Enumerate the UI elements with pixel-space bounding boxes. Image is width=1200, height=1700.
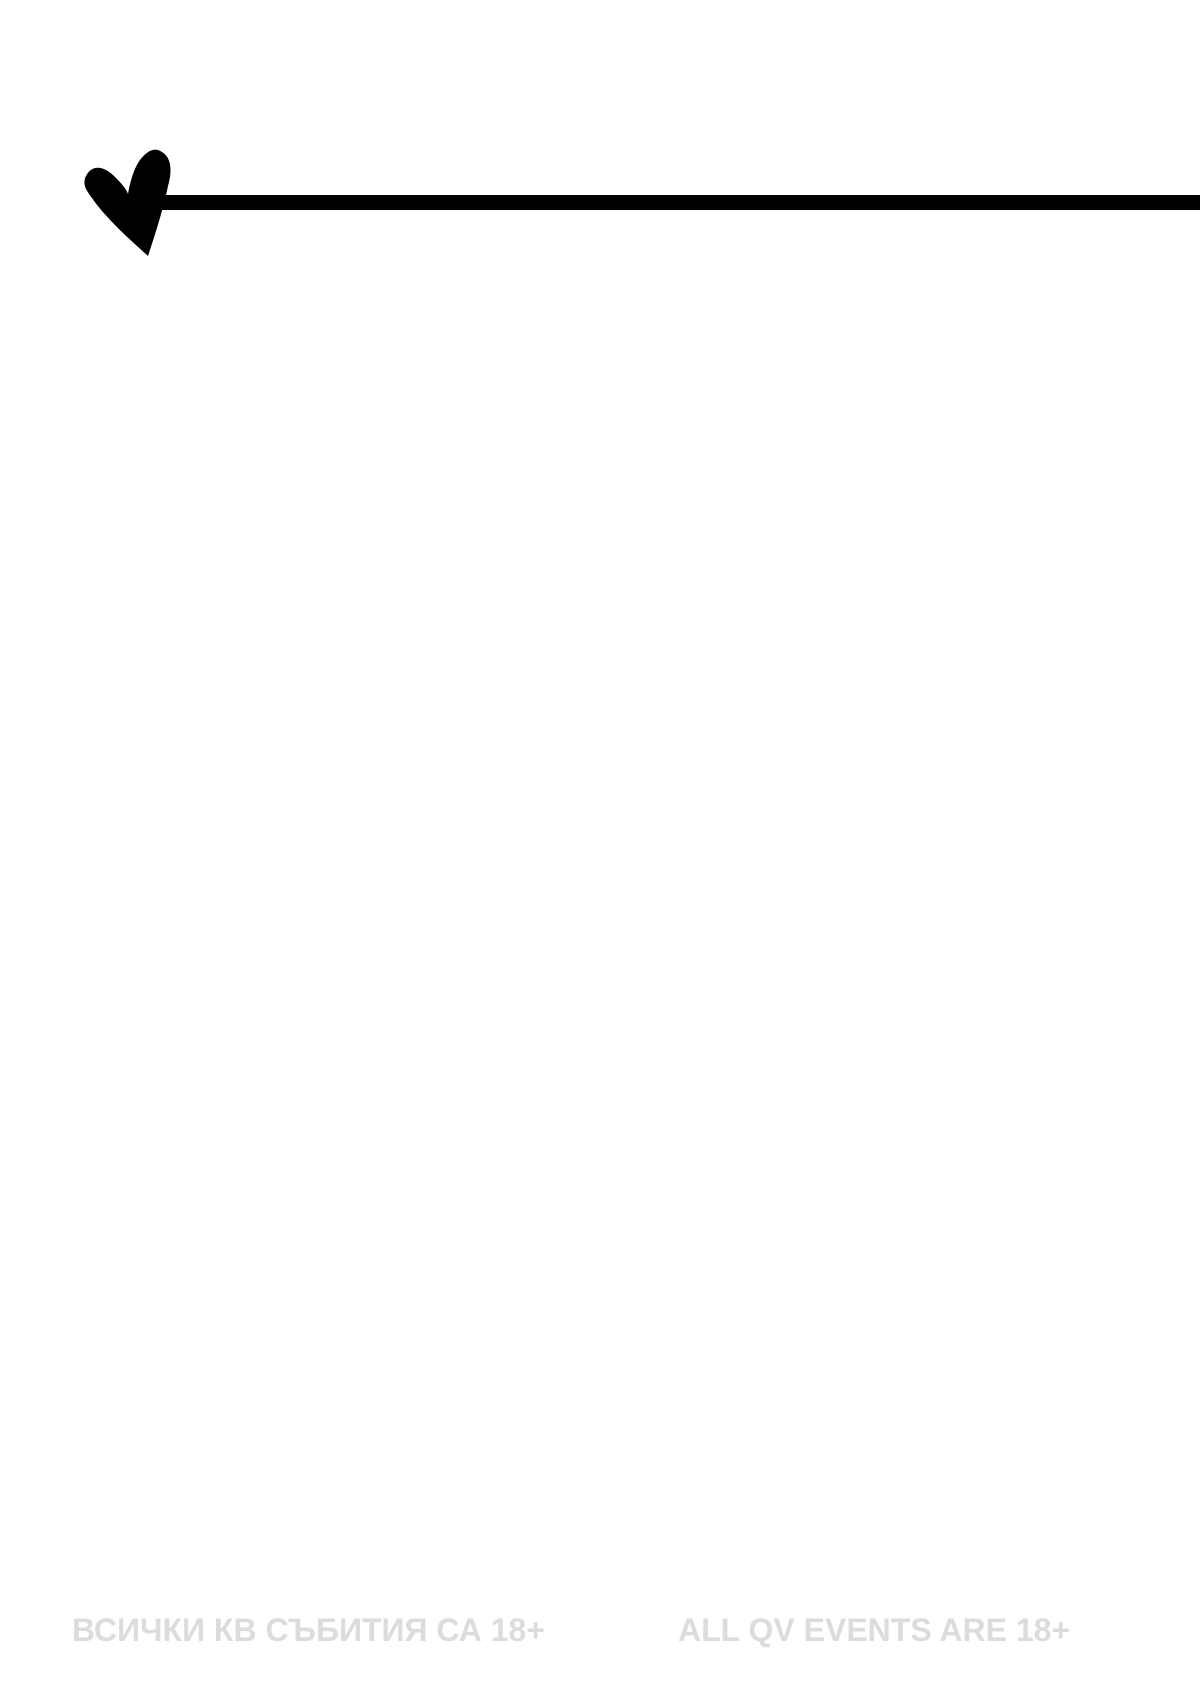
- age-notice-english: ALL QV EVENTS ARE 18+: [678, 1612, 1071, 1648]
- age-notice-bulgarian: ВСИЧКИ КВ СЪБИТИЯ СА 18+: [72, 1612, 545, 1648]
- footer: [72, 1608, 1112, 1652]
- header-rule: [160, 195, 1200, 210]
- heart-icon: [84, 146, 184, 258]
